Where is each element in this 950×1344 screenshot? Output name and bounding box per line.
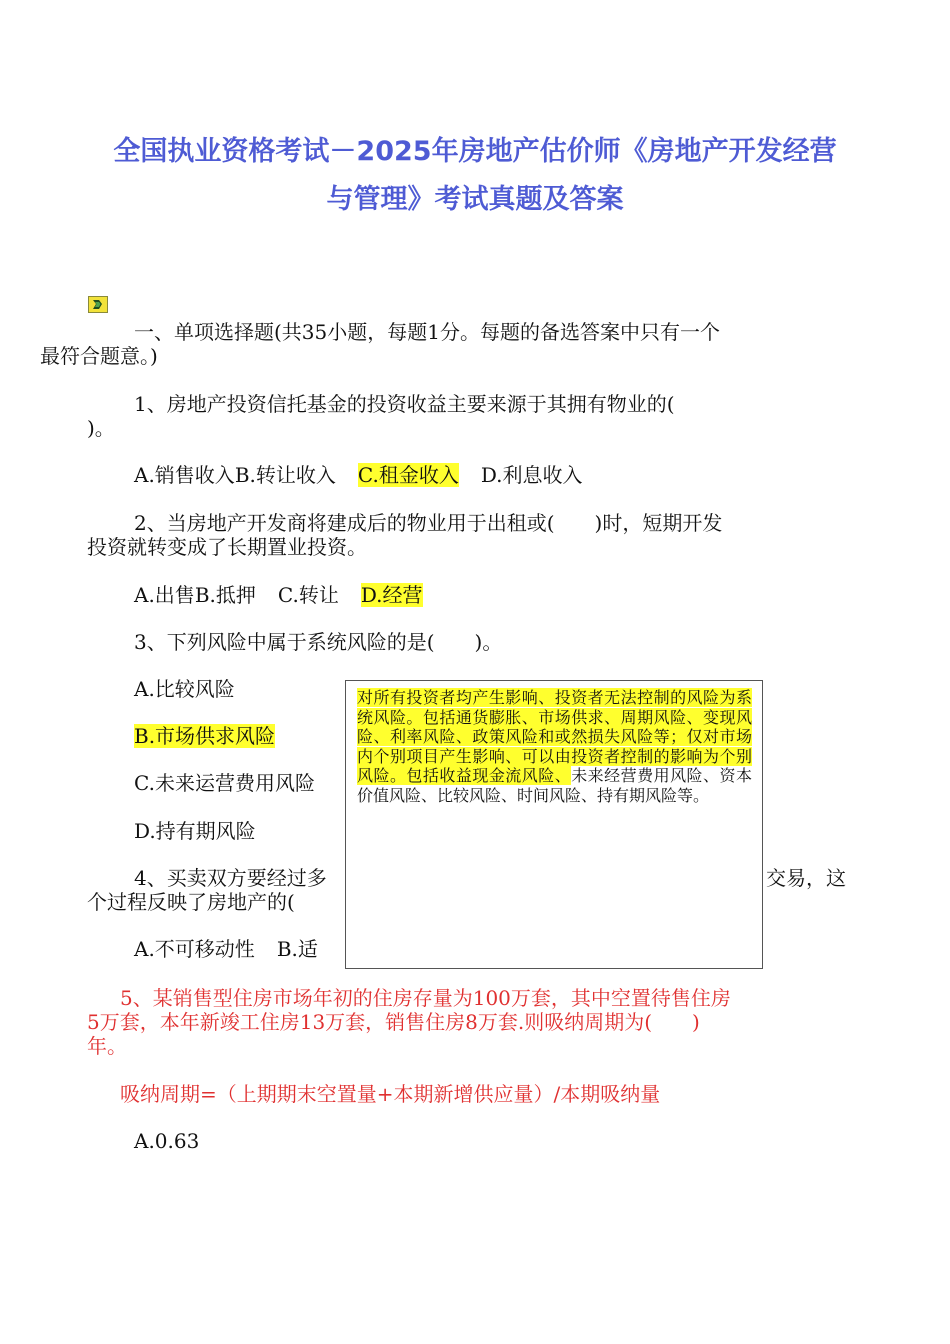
q1-option-b: B.转让收入 (234, 463, 336, 487)
q3-option-c: C.未来运营费用风险 (134, 771, 315, 795)
q5-stem-line-2: 5万套，本年新竣工住房13万套，销售住房8万套.则吸纳周期为( ) (87, 1010, 700, 1034)
q2-option-c: C.转让 (277, 583, 339, 607)
explanation-plain-text: 未来经营费用风险、资本价值风险、比较风险、时间风险、持有期风险等。 (357, 766, 752, 805)
title-line-1: 全国执业资格考试－2025年房地产估价师《房地产开发经营 (113, 136, 837, 167)
title-line-2: 与管理》考试真题及答案 (326, 184, 624, 215)
document-arrow-icon[interactable] (88, 296, 108, 313)
q3-option-b-text: B.市场供求风险 (134, 724, 276, 748)
section-intro (40, 320, 850, 368)
section-intro-line-1: 一、单项选择题(共35小题，每题1分。每题的备选答案中只有一个 (134, 320, 720, 344)
q4-stem-line-2: 个过程反映了房地产的( (87, 890, 295, 914)
explanation-highlighted-text: 对所有投资者均产生影响、投资者无法控制的风险为系统风险。包括通货膨胀、市场供求、周期风险、变现风险、利率风险、政策风险和或然损失风险等；仅对市场内个别项目产生影响、可以由投资者控制的影响为个别风险。包括收益现金流风险、 (357, 688, 752, 785)
explanation-popup[interactable] (345, 680, 763, 969)
q3-option-a: A.比较风险 (134, 677, 235, 701)
q1-option-c-answer: C.租金收入 (357, 463, 459, 487)
q5-option-a: A.0.63 (134, 1129, 200, 1153)
document-title (60, 128, 890, 224)
q5-stem-line-3: 年。 (87, 1034, 127, 1058)
q2-option-a: A.出售 (134, 583, 195, 607)
q5-stem-line-1: 5、某销售型住房市场年初的住房存量为100万套，其中空置待售住房 (120, 986, 731, 1010)
q4-stem-line-1-left: 4、买卖双方要经过多 (134, 866, 327, 890)
q1-option-d: D.利息收入 (480, 463, 583, 487)
q3-option-d: D.持有期风险 (134, 819, 256, 843)
q2-options (134, 583, 423, 607)
q2-stem-line-2: 投资就转变成了长期置业投资。 (87, 535, 367, 559)
q1-option-a: A.销售收入 (134, 463, 235, 487)
q1-stem-line-2: )。 (87, 416, 115, 440)
q4-option-a: A.不可移动性 (134, 937, 255, 961)
q5-formula: 吸纳周期=（上期期末空置量+本期新增供应量）/本期吸纳量 (120, 1082, 661, 1106)
q3-option-b-answer (134, 724, 275, 748)
q2-option-b: B.抵押 (194, 583, 256, 607)
q2-option-d-answer: D.经营 (360, 583, 423, 607)
q2-stem-line-1: 2、当房地产开发商将建成后的物业用于出租或( )时，短期开发 (134, 511, 723, 535)
section-intro-line-2: 最符合题意。) (40, 344, 158, 368)
q4-options (134, 937, 318, 961)
q4-stem-line-1-right: 交易，这 (766, 866, 846, 890)
q4-option-b-partial: B.适 (276, 937, 318, 961)
q1-stem-line-1: 1、房地产投资信托基金的投资收益主要来源于其拥有物业的( (134, 392, 675, 416)
q5-stem (87, 986, 850, 1058)
q3-stem: 3、下列风险中属于系统风险的是( )。 (134, 630, 503, 654)
q1-options (134, 463, 583, 487)
